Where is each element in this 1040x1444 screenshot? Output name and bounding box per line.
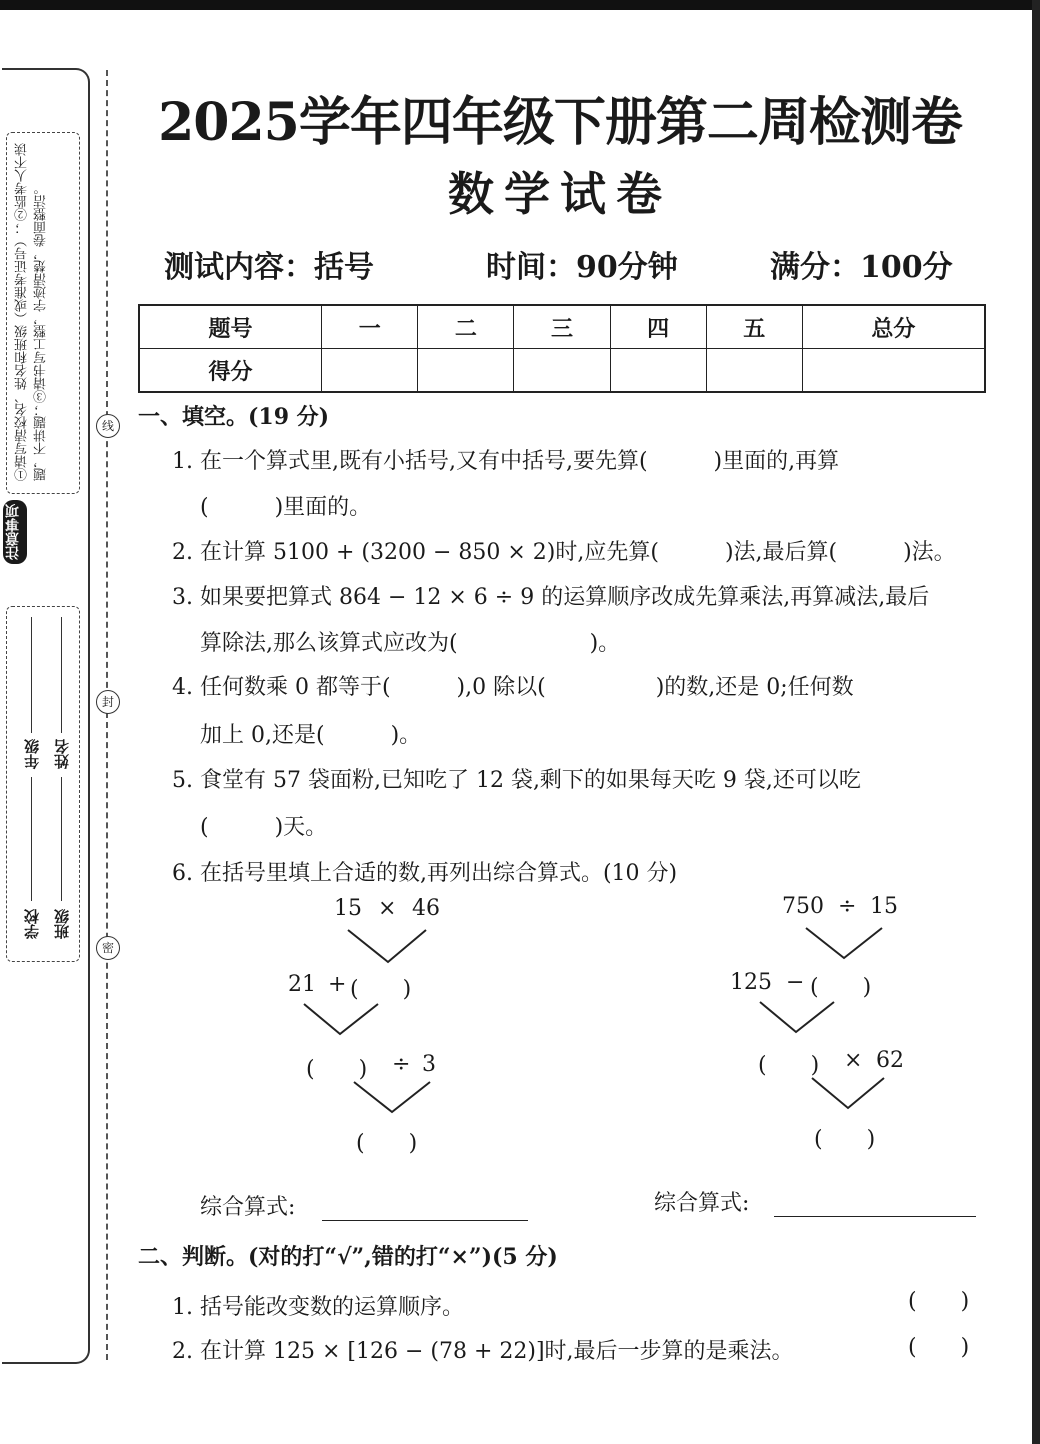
notice-title: 注意事项	[3, 500, 27, 564]
exam-subtitle: 数学试卷	[448, 167, 672, 221]
test-content: 测试内容：括号	[164, 250, 374, 285]
left-tree-mid-a: 21	[288, 972, 316, 997]
question-4-line2: 加上 0,还是( )。	[200, 723, 422, 748]
right-tree-top-op: ÷	[838, 894, 857, 919]
right-tree-top-b: 15	[870, 894, 898, 919]
section1-title: 一、填空。(19 分)	[138, 404, 330, 430]
question-1-line2: ( )里面的。	[200, 495, 372, 520]
left-tree-low-op: ÷	[392, 1052, 411, 1077]
tree-left-branch-2	[304, 1004, 378, 1034]
left-tree-top-op: ×	[378, 896, 397, 921]
cut-mark-feng: 封	[96, 690, 120, 714]
tree-left-branch-1	[348, 930, 426, 962]
full-score: 满分：100分	[770, 250, 953, 285]
left-tree-mid-op: +	[328, 972, 347, 997]
cut-mark-mi: 密	[96, 936, 120, 960]
right-tree-low-blank[interactable]: ( )	[758, 1053, 820, 1078]
question-3-line2: 算除法,那么该算式应改为( )。	[200, 631, 621, 656]
test-time: 时间：90分钟	[486, 250, 678, 285]
left-tree-result[interactable]: ( )	[356, 1131, 418, 1156]
header-cell: 三	[514, 305, 610, 349]
cut-mark-xian: 线	[96, 414, 120, 438]
judge-question-2: 2. 在计算 125 × [126 − (78 + 22)]时,最后一步算的是乘法。	[172, 1339, 794, 1364]
question-3-line1: 3. 如果要把算式 864 − 12 × 6 ÷ 9 的运算顺序改成先算乘法,再算减法,最后	[172, 585, 930, 610]
question-6: 6. 在括号里填上合适的数,再列出综合算式。(10 分)	[172, 861, 678, 886]
left-tree-low-blank[interactable]: ( )	[306, 1057, 368, 1082]
left-tree-low-b: 3	[422, 1052, 436, 1077]
right-tree-result[interactable]: ( )	[814, 1127, 876, 1152]
left-tree-top-b: 46	[412, 896, 440, 921]
right-tree-mid-blank[interactable]: ( )	[810, 975, 872, 1000]
right-tree-low-b: 62	[876, 1048, 904, 1073]
header-cell: 总分	[802, 305, 985, 349]
header-cell: 一	[322, 305, 418, 349]
left-tree-mid-blank[interactable]: ( )	[350, 977, 412, 1002]
school-label: 学校	[23, 909, 41, 939]
right-tree-mid-a: 125	[730, 970, 772, 995]
combined-label-left: 综合算式:	[200, 1195, 296, 1220]
score-row-label: 得分	[139, 349, 322, 393]
section2-title: 二、判断。(对的打“√”,错的打“×”)(5 分)	[138, 1244, 558, 1270]
tree-right-branch-3	[812, 1078, 884, 1108]
left-tree-top-a: 15	[334, 896, 362, 921]
tree-left-branch-3	[354, 1082, 430, 1112]
header-cell: 四	[610, 305, 706, 349]
exam-title: 2025学年四年级下册第二周检测卷	[158, 92, 962, 153]
combined-answer-line-right[interactable]	[774, 1216, 976, 1217]
question-5-line2: ( )天。	[200, 815, 328, 840]
name-label: 姓名	[53, 739, 71, 769]
right-tree-mid-op: −	[786, 970, 805, 995]
class-label: 班级	[53, 909, 71, 939]
notice-text: ①请写清校名、姓名和班级（或准考证号）；②监考人不读题，不讲题；③请书写工整，字迹清楚，卷面整洁。	[15, 143, 49, 481]
right-tree-top-a: 750	[782, 894, 824, 919]
judge-answer-2[interactable]: ( )	[908, 1335, 970, 1360]
grade-label: 年级	[23, 739, 41, 769]
question-5-line1: 5. 食堂有 57 袋面粉,已知吃了 12 袋,剩下的如果每天吃 9 袋,还可以吃	[172, 768, 861, 793]
right-tree-low-op: ×	[844, 1048, 863, 1073]
combined-label-right: 综合算式:	[654, 1191, 750, 1216]
tree-right-branch-2	[760, 1002, 834, 1032]
question-1-line1: 1. 在一个算式里,既有小括号,又有中括号,要先算( )里面的,再算	[172, 449, 840, 474]
combined-answer-line-left[interactable]	[322, 1220, 528, 1221]
header-cell: 二	[418, 305, 514, 349]
judge-question-1: 1. 括号能改变数的运算顺序。	[172, 1295, 464, 1320]
header-cell: 题号	[139, 305, 322, 349]
judge-answer-1[interactable]: ( )	[908, 1289, 970, 1314]
question-4-line1: 4. 任何数乘 0 都等于( ),0 除以( )的数,还是 0;任何数	[172, 675, 854, 700]
question-2: 2. 在计算 5100 + (3200 − 850 × 2)时,应先算( )法,最后算( )法。	[172, 540, 956, 565]
tree-right-branch-1	[806, 928, 882, 958]
header-cell: 五	[706, 305, 802, 349]
